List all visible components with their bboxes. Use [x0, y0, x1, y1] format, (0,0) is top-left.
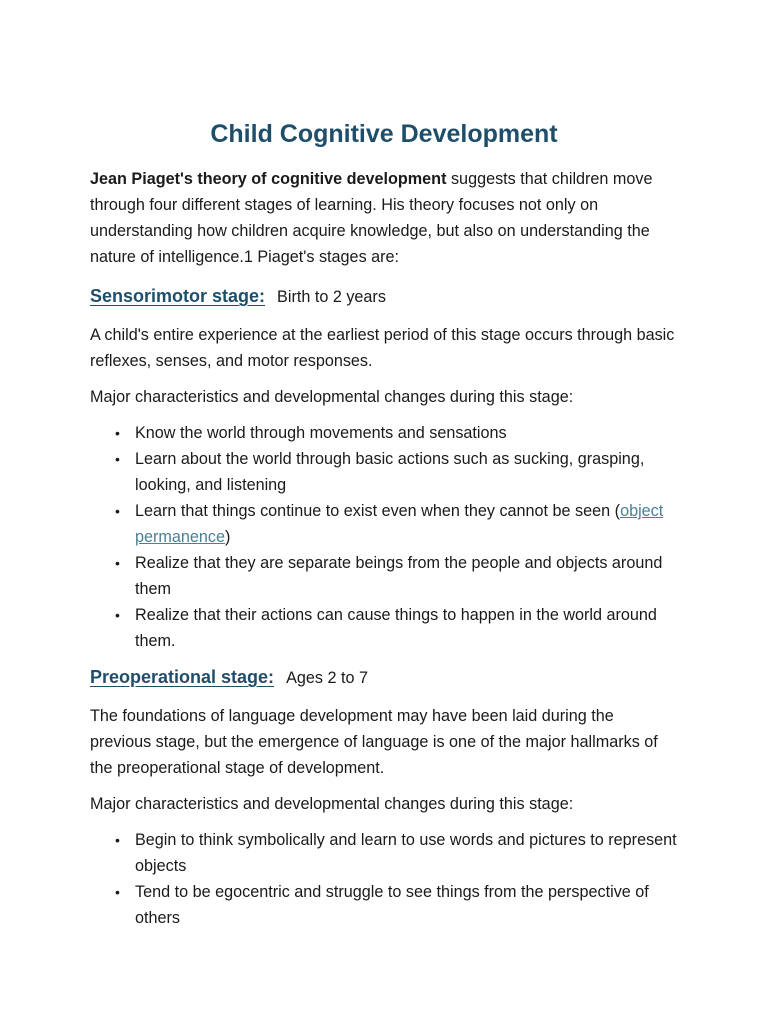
list-item-text-after: )	[225, 528, 231, 546]
list-item	[115, 879, 678, 931]
list-item-text: Learn about the world through basic actions such as sucking, grasping, looking, and listening	[135, 450, 645, 494]
list-item-text: Know the world through movements and sensations	[135, 424, 507, 442]
list-item	[115, 420, 678, 446]
list-item-text: Begin to think symbolically and learn to use words and pictures to represent objects	[135, 831, 677, 875]
bullet-icon: •	[115, 832, 120, 848]
preoperational-heading	[90, 664, 678, 691]
bullet-icon: •	[115, 555, 120, 571]
list-item	[115, 602, 678, 654]
preoperational-stage-link[interactable]: Preoperational stage:	[90, 667, 275, 687]
sensorimotor-age: Birth to 2 years	[277, 288, 386, 306]
object-permanence-link[interactable]: object permanence	[135, 502, 664, 546]
intro-bold-lead: Jean Piaget's theory of cognitive development	[90, 170, 447, 188]
list-item	[115, 550, 678, 602]
bullet-icon: •	[115, 884, 120, 900]
preoperational-list	[90, 827, 678, 931]
sensorimotor-list-intro: Major characteristics and developmental changes during this stage:	[90, 388, 574, 406]
bullet-icon: •	[115, 425, 120, 441]
sensorimotor-heading	[90, 283, 678, 310]
preoperational-paragraph: The foundations of language development may have been laid during the previous stage, but the emergence of language is one of the major hallmarks of the preoperational stage of development.	[90, 707, 658, 777]
intro-text: suggests that children move through four different stages of learning. His theory focuses not only on understanding how children acquire knowledge, but also on understanding the nature of intelligence.1 Piaget's stages are:	[90, 170, 653, 266]
bullet-icon: •	[115, 607, 120, 623]
list-item-text: Tend to be egocentric and struggle to see things from the perspective of others	[135, 883, 649, 927]
sensorimotor-list	[90, 420, 678, 654]
preoperational-age: Ages 2 to 7	[286, 669, 368, 687]
list-item-text: Realize that they are separate beings from the people and objects around them	[135, 554, 663, 598]
document-title: Child Cognitive Development	[210, 120, 558, 148]
preoperational-list-intro: Major characteristics and developmental changes during this stage:	[90, 795, 574, 813]
list-item-text: Learn that things continue to exist even when they cannot be seen (	[135, 502, 621, 520]
bullet-icon: •	[115, 451, 120, 467]
list-item	[115, 446, 678, 498]
list-item-text: Realize that their actions can cause things to happen in the world around them.	[135, 606, 657, 650]
sensorimotor-paragraph: A child's entire experience at the earliest period of this stage occurs through basic reflexes, senses, and motor responses.	[90, 326, 675, 370]
intro-paragraph	[90, 166, 678, 270]
sensorimotor-stage-link[interactable]: Sensorimotor stage:	[90, 286, 266, 306]
list-item	[115, 827, 678, 879]
list-item	[115, 498, 678, 550]
bullet-icon: •	[115, 503, 120, 519]
